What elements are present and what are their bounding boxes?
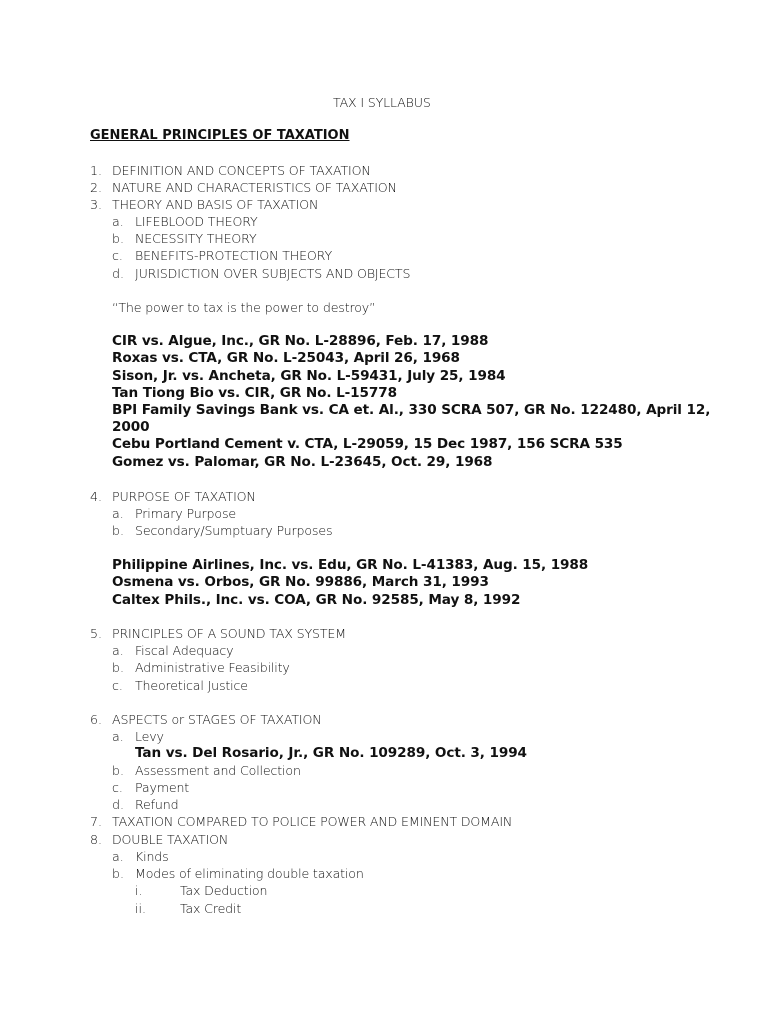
list-subitem: JURISDICTION OVER SUBJECTS AND OBJECTS [135,266,411,281]
list-item: NATURE AND CHARACTERISTICS OF TAXATION [112,180,397,195]
case-citation: Tan vs. Del Rosario, Jr., GR No. 109289, Oct. 3, 1994 [135,745,527,761]
list-subitem: Payment [135,780,190,795]
case-citation: Gomez vs. Palomar, GR No. L-23645, Oct. 29, 1968 [112,454,493,470]
quote: “The power to tax is the power to destroy” [112,300,376,315]
list-subitem: Kinds [135,849,169,864]
list-subsubitem: Tax Deduction [180,883,268,898]
case-citation: Cebu Portland Cement v. CTA, L-29059, 15 Dec 1987, 156 SCRA 535 [112,436,623,452]
subitem-letter: a. [112,506,124,521]
case-citation: Sison, Jr. vs. Ancheta, GR No. L-59431, July 25, 1984 [112,368,506,384]
item-number: 7. [90,814,103,829]
list-subitem: Primary Purpose [135,506,236,521]
subitem-letter: b. [112,523,124,538]
item-number: 6. [90,712,103,727]
subitem-letter: a. [112,849,124,864]
item-number: 2. [90,180,103,195]
list-item: PRINCIPLES OF A SOUND TAX SYSTEM [112,626,346,641]
list-subitem: Modes of eliminating double taxation [135,866,364,881]
list-item: DOUBLE TAXATION [112,832,229,847]
case-citation: Tan Tiong Bio vs. CIR, GR No. L-15778 [112,385,397,401]
list-subitem: Fiscal Adequacy [135,643,234,658]
case-citation-continued: 2000 [112,419,150,435]
subsubitem-roman: ii. [135,901,147,916]
item-number: 1. [90,163,103,178]
list-subitem: Assessment and Collection [135,763,301,778]
case-citation: Osmena vs. Orbos, GR No. 99886, March 31, 1993 [112,574,489,590]
subitem-letter: b. [112,866,124,881]
list-subitem: Secondary/Sumptuary Purposes [135,523,333,538]
item-number: 3. [90,197,103,212]
list-item: THEORY AND BASIS OF TAXATION [112,197,319,212]
list-subitem: Theoretical Justice [135,678,248,693]
subitem-letter: a. [112,729,124,744]
subitem-letter: c. [112,248,123,263]
list-subitem: Refund [135,797,179,812]
subitem-letter: b. [112,660,124,675]
item-number: 4. [90,489,103,504]
list-subitem: Levy [135,729,164,744]
subitem-letter: a. [112,214,124,229]
subitem-letter: b. [112,231,124,246]
subitem-letter: d. [112,266,124,281]
list-item: TAXATION COMPARED TO POLICE POWER AND EMINENT DOMAIN [112,814,513,829]
case-citation: BPI Family Savings Bank vs. CA et. Al., 330 SCRA 507, GR No. 122480, April 12, [112,402,711,418]
subitem-letter: b. [112,763,124,778]
subitem-letter: c. [112,780,123,795]
subitem-letter: a. [112,643,124,658]
subsubitem-roman: i. [135,883,143,898]
case-citation: Caltex Phils., Inc. vs. COA, GR No. 92585, May 8, 1992 [112,592,521,608]
section-heading: GENERAL PRINCIPLES OF TAXATION [90,128,350,143]
case-citation: Philippine Airlines, Inc. vs. Edu, GR No. L-41383, Aug. 15, 1988 [112,557,589,573]
list-subsubitem: Tax Credit [180,901,242,916]
list-subitem: Administrative Feasibility [135,660,290,675]
case-citation: CIR vs. Algue, Inc., GR No. L-28896, Feb. 17, 1988 [112,333,489,349]
subitem-letter: c. [112,678,123,693]
list-subitem: NECESSITY THEORY [135,231,257,246]
case-citation: Roxas vs. CTA, GR No. L-25043, April 26, 1968 [112,350,460,366]
item-number: 8. [90,832,103,847]
subitem-letter: d. [112,797,124,812]
list-subitem: BENEFITS-PROTECTION THEORY [135,248,332,263]
document-title: TAX I SYLLABUS [333,95,431,110]
list-item: ASPECTS or STAGES OF TAXATION [112,712,322,727]
item-number: 5. [90,626,103,641]
list-item: PURPOSE OF TAXATION [112,489,256,504]
list-subitem: LIFEBLOOD THEORY [135,214,258,229]
list-item: DEFINITION AND CONCEPTS OF TAXATION [112,163,371,178]
